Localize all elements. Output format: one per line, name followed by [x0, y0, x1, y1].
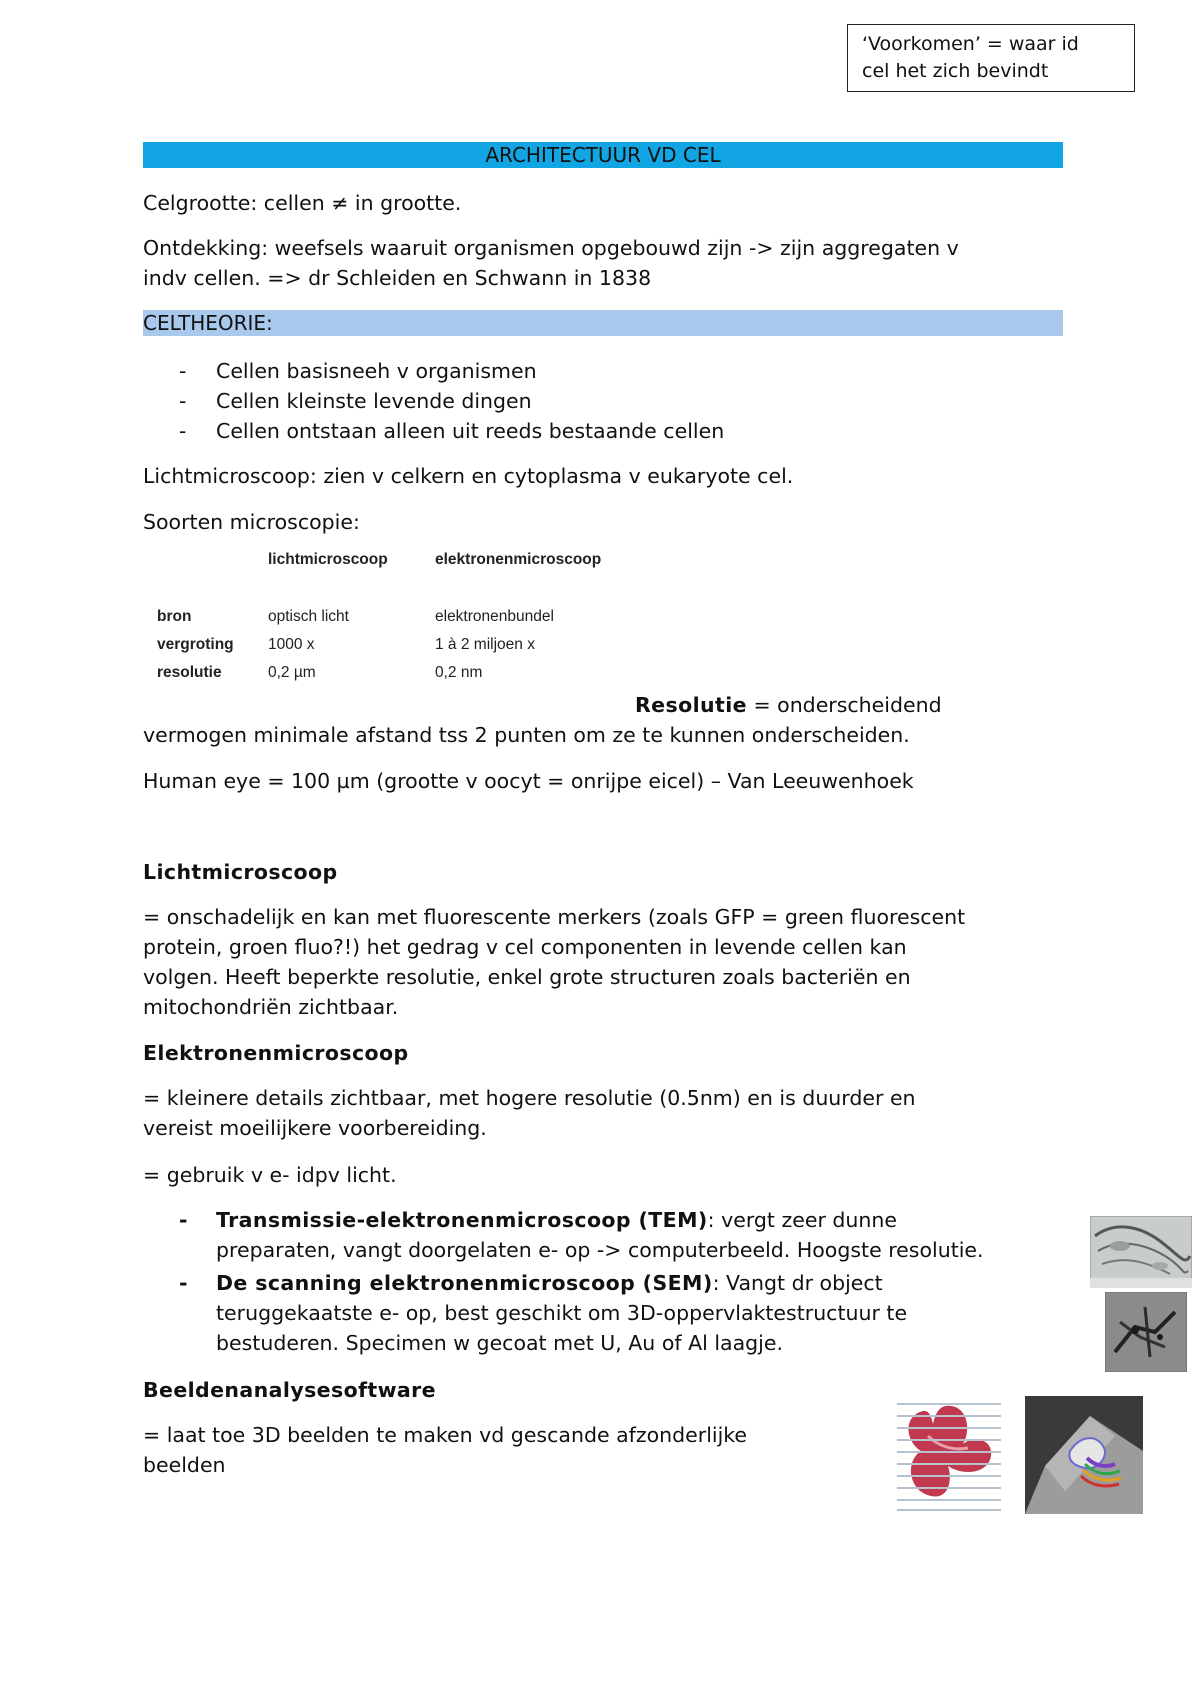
table-cell: elektronenbundel: [435, 608, 554, 625]
list-dash: -: [179, 359, 187, 383]
note-line-2: cel het zich bevindt: [862, 60, 1049, 82]
celtheorie-heading: CELTHEORIE:: [143, 311, 273, 335]
list-item: [179, 386, 532, 416]
elektron-line: = kleinere details zichtbaar, met hogere resolutie (0.5nm) en is duurder en: [143, 1086, 916, 1110]
licht-line: protein, groen fluo?!) het gedrag v cel componenten in levende cellen kan: [143, 935, 907, 959]
resolutie-rest: = onderscheidend: [746, 693, 942, 717]
note-line-1: ‘Voorkomen’ = waar id: [862, 33, 1079, 55]
sem-rest: : Vangt dr object: [712, 1271, 883, 1295]
tem-item: [179, 1205, 897, 1235]
tem-rest: : vergt zeer dunne: [707, 1208, 897, 1232]
celtheorie-banner: [143, 310, 1063, 336]
table-header-elektron: elektronenmicroscoop: [435, 551, 602, 568]
title-banner: [143, 142, 1063, 168]
table-cell: 1 à 2 miljoen x: [435, 636, 535, 653]
resolutie-line-1: [635, 690, 942, 720]
licht-line: mitochondriën zichtbaar.: [143, 995, 399, 1019]
licht-line: = onschadelijk en kan met fluorescente merkers (zoals GFP = green fluorescent: [143, 905, 966, 929]
table-cell: 0,2 nm: [435, 664, 483, 681]
sem-line-3: bestuderen. Specimen w gecoat met U, Au of Al laagje.: [216, 1331, 783, 1355]
3d-surface-render-image: [1025, 1396, 1143, 1514]
3d-reconstruction-image: [893, 1396, 1005, 1514]
gebruik-text: = gebruik v e- idpv licht.: [143, 1163, 397, 1187]
table-row-label: resolutie: [157, 664, 222, 681]
celgrootte-text: Celgrootte: cellen ≠ in grootte.: [143, 191, 462, 215]
list-item-text: Cellen ontstaan alleen uit reeds bestaande cellen: [216, 419, 725, 443]
beeld-line-1: = laat toe 3D beelden te maken vd gescande afzonderlijke: [143, 1423, 748, 1447]
human-eye-text: Human eye = 100 µm (grootte v oocyt = onrijpe eicel) – Van Leeuwenhoek: [143, 769, 914, 793]
table-header-licht: lichtmicroscoop: [268, 551, 388, 568]
resolutie-line-2: vermogen minimale afstand tss 2 punten om ze te kunnen onderscheiden.: [143, 723, 910, 747]
sem-line-2: teruggekaatste e- op, best geschikt om 3D-oppervlaktestructuur te: [216, 1301, 908, 1325]
list-item: [179, 416, 725, 446]
table-cell: 1000 x: [268, 636, 315, 653]
tem-micrograph-image: [1090, 1216, 1192, 1288]
resolutie-term: Resolutie: [635, 693, 747, 717]
table-row-label: vergroting: [157, 636, 234, 653]
lichtmicroscoop-intro: Lichtmicroscoop: zien v celkern en cytoplasma v eukaryote cel.: [143, 464, 794, 488]
beeld-line-2: beelden: [143, 1453, 226, 1477]
list-dash: -: [179, 419, 187, 443]
note-box: [847, 24, 1135, 92]
sem-term: De scanning elektronenmicroscoop (SEM): [216, 1271, 713, 1295]
page-title: ARCHITECTUUR VD CEL: [485, 143, 721, 167]
elektron-heading: Elektronenmicroscoop: [143, 1041, 409, 1065]
table-row-label: bron: [157, 608, 192, 625]
ontdekking-line-1: Ontdekking: weefsels waaruit organismen opgebouwd zijn -> zijn aggregaten v: [143, 236, 959, 260]
list-dash: -: [179, 1271, 188, 1295]
sem-item: [179, 1268, 883, 1298]
sem-micrograph-image: [1105, 1292, 1187, 1372]
licht-line: volgen. Heeft beperkte resolutie, enkel grote structuren zoals bacteriën en: [143, 965, 911, 989]
list-item: [179, 356, 537, 386]
table-cell: 0,2 µm: [268, 664, 316, 681]
list-dash: -: [179, 389, 187, 413]
tem-term: Transmissie-elektronenmicroscoop (TEM): [216, 1208, 708, 1232]
licht-heading: Lichtmicroscoop: [143, 860, 338, 884]
table-cell: optisch licht: [268, 608, 349, 625]
elektron-line: vereist moeilijkere voorbereiding.: [143, 1116, 487, 1140]
tem-line-2: preparaten, vangt doorgelaten e- op -> computerbeeld. Hoogste resolutie.: [216, 1238, 984, 1262]
list-dash: -: [179, 1208, 188, 1232]
soorten-label: Soorten microscopie:: [143, 510, 360, 534]
list-item-text: Cellen kleinste levende dingen: [216, 389, 532, 413]
ontdekking-line-2: indv cellen. => dr Schleiden en Schwann in 1838: [143, 266, 652, 290]
list-item-text: Cellen basisneeh v organismen: [216, 359, 537, 383]
beeld-heading: Beeldenanalysesoftware: [143, 1378, 436, 1402]
